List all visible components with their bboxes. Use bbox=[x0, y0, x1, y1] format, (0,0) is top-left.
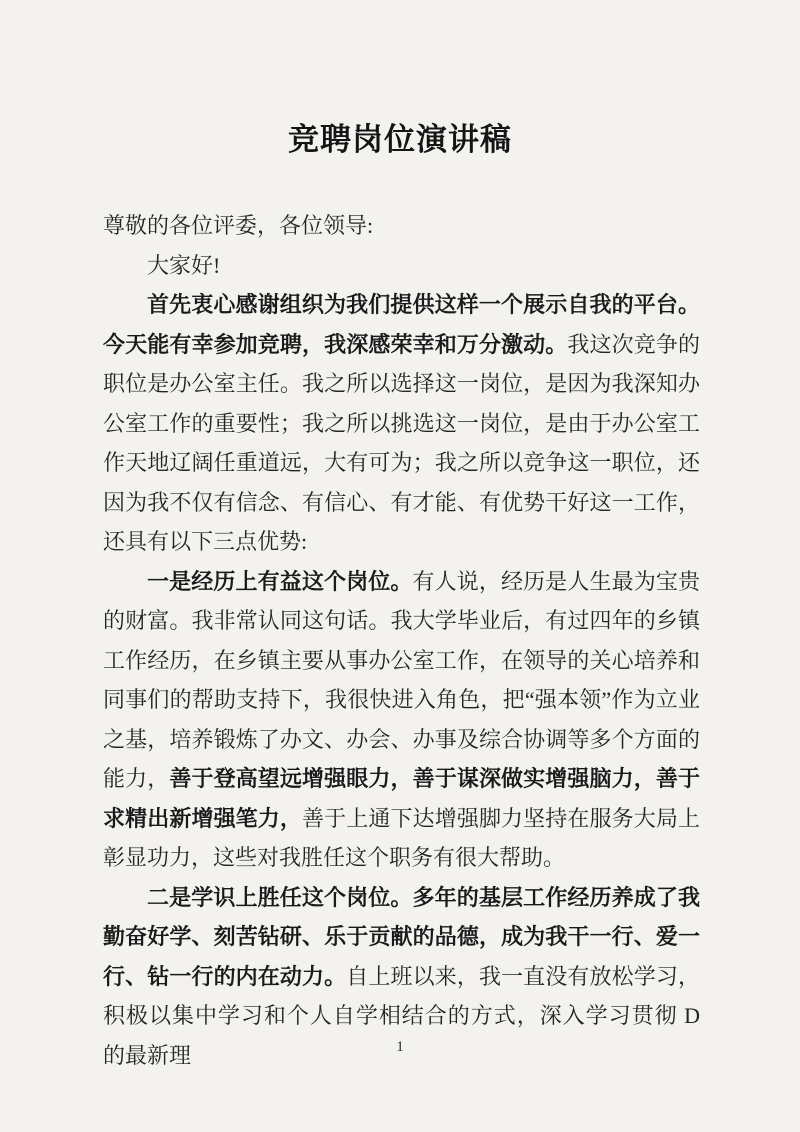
document-title: 竞聘岗位演讲稿 bbox=[288, 122, 512, 157]
text-run: 善于上通下达增强脚力坚持在服务大局上彰显功力，这些对我胜任这个职务有很大帮助。 bbox=[103, 805, 700, 870]
bold-text-run: 二是学识上胜任这个岗位。多年的基层工作经历养成了我勤奋好学、刻苦钻研、乐于贡献的品德，成为我干一行、爱一行、钻一行的内在动力。 bbox=[103, 884, 700, 989]
text-run: 尊敬的各位评委，各位领导: bbox=[103, 213, 374, 238]
text-run: 有人说，经历是人生最为宝贵的财富。我非常认同这句话。我大学毕业后，有过四年的乡镇工作经历，在乡镇主要从事办公室工作，在领导的关心培养和同事们的帮助支持下，我很快进入角色，把“强本领”作为立业之基，培养锻炼了办文、办会、办事及综合协调等多个方面的能力， bbox=[103, 568, 700, 791]
document-body bbox=[103, 206, 700, 1075]
paragraph bbox=[103, 206, 700, 246]
text-run: 我这次竞争的职位是办公室主任。我之所以选择这一岗位，是因为我深知办公室工作的重要性；我之所以挑选这一岗位，是由于办公室工作天地辽阔任重道远，大有可为；我之所以竞争这一职位，还因为我不仅有信念、有信心、有才能、有优势干好这一工作，还具有以下三点优势: bbox=[103, 331, 700, 554]
text-run: 大家好! bbox=[147, 252, 221, 278]
bold-text-run: 善于登高望远增强眼力，善于谋深做实增强脑力，善于求精出新增强笔力， bbox=[103, 766, 700, 831]
paragraph bbox=[103, 246, 700, 286]
paragraph bbox=[103, 562, 700, 878]
bold-text-run: 一是经历上有益这个岗位。 bbox=[147, 568, 413, 594]
text-run: 自上班以来，我一直没有放松学习，积极以集中学习和个人自学相结合的方式，深入学习贯彻 D 的最新理 bbox=[103, 963, 700, 1068]
paragraph bbox=[103, 285, 700, 562]
page-number: 1 bbox=[396, 1039, 404, 1055]
bold-text-run: 首先衷心感谢组织为我们提供这样一个展示自我的平台。今天能有幸参加竞聘，我深感荣幸和万分激动。 bbox=[103, 292, 700, 357]
